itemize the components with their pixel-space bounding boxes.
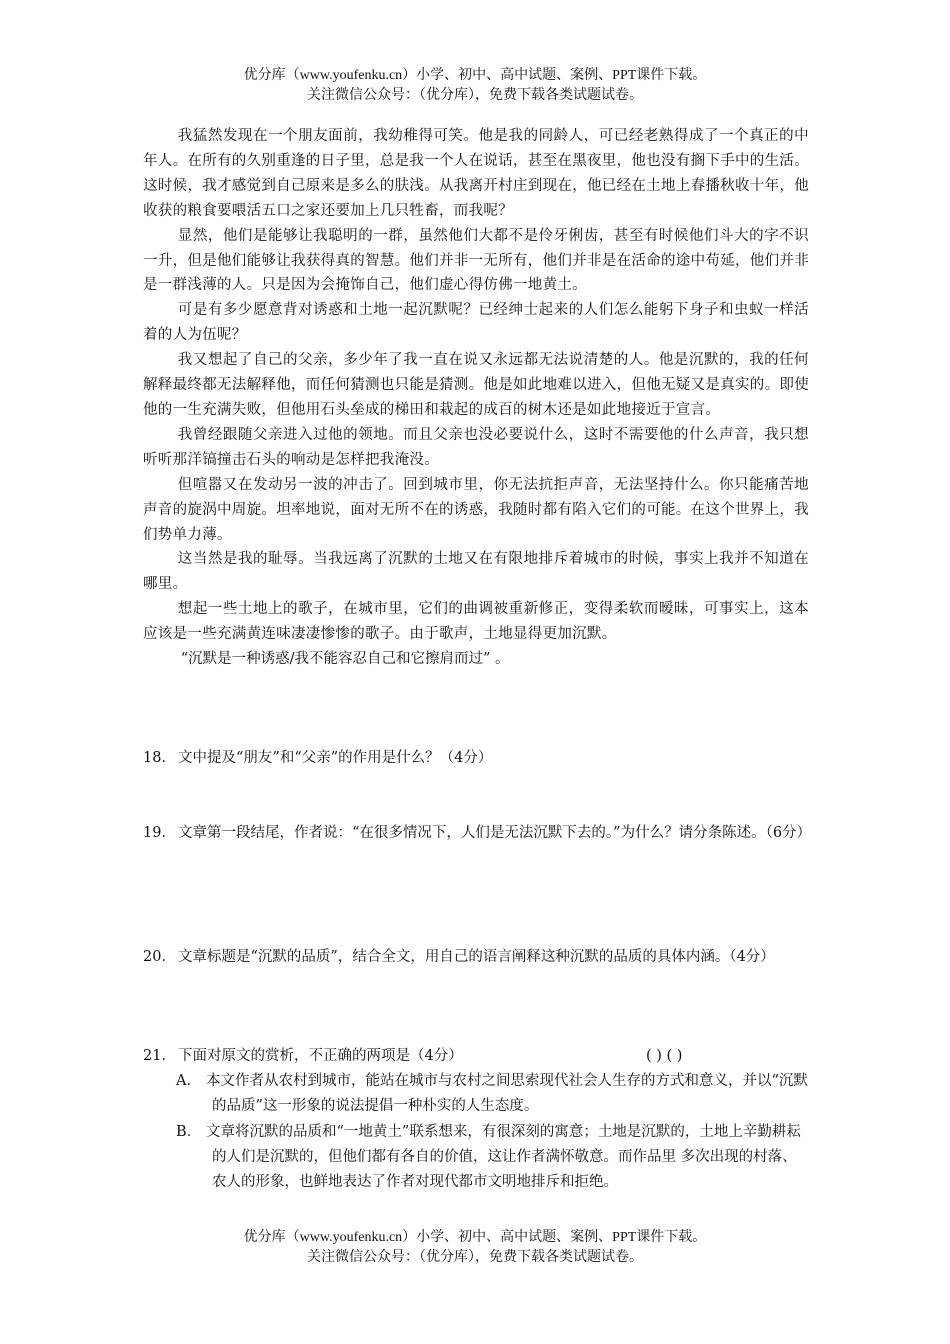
footer-line-1: 优分库（www.youfenku.cn）小学、初中、高中试题、案例、PPT课件下载。 bbox=[243, 1230, 707, 1245]
option-text: 文章将沉默的品质和“一地黄土”联系想来，有很深刻的寓意；土地是沉默的，土地上辛勤耕耘的人们是沉默的，但他们都有各自的价值，这让作者满怀敬意。而作品里 多次出现的村落、农人的形象，也鲜地表达了作者对现代都市文明地排斥和拒绝。 bbox=[206, 1124, 801, 1190]
passage-paragraph-4: 我又想起了自己的父亲，多少年了我一直在说又永远都无法说清楚的人。他是沉默的，我的任何解释最终都无法解释他，而任何猜测也只能是猜测。他是如此地难以进入，但他无疑又是真实的。即使他的一生充满失败，但他用石头垒成的梯田和栽起的成百的树木还是如此地接近于宣言。 bbox=[143, 352, 809, 418]
question-number: 21． bbox=[143, 1048, 176, 1064]
footer-line-2: 关注微信公众号：（优分库），免费下载各类试题试卷。 bbox=[307, 1250, 643, 1265]
option-text: 本文作者从农村到城市，能站在城市与农村之间思索现代社会人生存的方式和意义，并以“沉默的品质”这一形象的说法提倡一种朴实的人生态度。 bbox=[206, 1073, 808, 1114]
question-number: 19． bbox=[143, 825, 176, 841]
question-text: 文章标题是“沉默的品质”，结合全文，用自己的语言阐释这种沉默的品质的具体内涵。（4分） bbox=[178, 949, 775, 965]
question-number: 20． bbox=[143, 949, 176, 965]
passage-paragraph-8: 想起一些土地上的歌子，在城市里，它们的曲调被重新修正，变得柔软而暧昧，可事实上，这本应该是一些充满黄连味凄凄惨惨的歌子。由于歌声，土地显得更加沉默。 bbox=[143, 601, 809, 643]
header-line-1: 优分库（www.youfenku.cn）小学、初中、高中试题、案例、PPT课件下载。 bbox=[243, 68, 707, 83]
option-a bbox=[176, 1069, 810, 1119]
passage-paragraph-6: 但喧嚣又在发动另一波的冲击了。回到城市里，你无法抗拒声音，无法坚持什么。你只能痛苦地声音的旋涡中周旋。坦率地说，面对无所不在的诱惑，我随时都有陷入它们的可能。在这个世界上，我们势单力薄。 bbox=[143, 476, 809, 543]
question-text: 文中提及“朋友”和“父亲”的作用是什么？（4分） bbox=[178, 750, 493, 766]
poem-quote: “沉默是一种诱惑/我不能容忍自己和它擦肩而过” 。 bbox=[180, 651, 510, 668]
option-b bbox=[176, 1120, 810, 1195]
passage-paragraph-5: 我曾经跟随父亲进入过他的领地。而且父亲也没必要说什么，这时不需要他的什么声音，我只想听听那洋镐撞击石头的响动是怎样把我淹没。 bbox=[143, 426, 809, 468]
page-footer bbox=[0, 1228, 950, 1268]
passage-paragraph-7: 这当然是我的耻辱。当我远离了沉默的土地又在有限地排斥着城市的时候，事实上我并不知道在哪里。 bbox=[143, 551, 809, 593]
question-text: 下面对原文的赏析，不正确的两项是（4分） bbox=[178, 1048, 463, 1064]
answer-blanks[interactable]: ( ) ( ) bbox=[646, 1048, 683, 1064]
passage-paragraph-2: 显然，他们是能够让我聪明的一群，虽然他们大都不是伶牙俐齿，甚至有时候他们斗大的字不识一升，但是他们能够让我获得真的智慧。他们并非一无所有，他们并非是在活命的途中苟延，他们并非是一群浅薄的人。只是因为会掩饰自己，他们虚心得仿佛一地黄土。 bbox=[143, 227, 809, 294]
question-text: 文章第一段结尾，作者说：“在很多情况下，人们是无法沉默下去的。”为什么？请分条陈述。（6分） bbox=[178, 825, 812, 841]
passage-paragraph-1: 我猛然发现在一个朋友面前，我幼稚得可笑。他是我的同龄人，可已经老熟得成了一个真正的中年人。在所有的久别重逢的日子里，总是我一个人在说话，甚至在黑夜里，他也没有搁下手中的生活。这时候，我才感觉到自己原来是多么的肤浅。从我离开村庄到现在，他已经在土地上春播秋收十年，他收获的粮食要喂活五口之家还要加上几只牲畜，而我呢？ bbox=[143, 128, 809, 219]
question-20 bbox=[143, 945, 813, 970]
passage-paragraph-3: 可是有多少愿意背对诱惑和土地一起沉默呢？已经绅士起来的人们怎么能躬下身子和虫蚁一样活着的人为伍呢？ bbox=[143, 302, 809, 344]
header-line-2: 关注微信公众号：（优分库），免费下载各类试题试卷。 bbox=[307, 88, 643, 103]
option-letter: A． bbox=[176, 1073, 201, 1089]
question-number: 18． bbox=[143, 750, 176, 766]
question-19 bbox=[143, 821, 813, 846]
question-18 bbox=[143, 746, 813, 771]
reading-passage bbox=[143, 124, 809, 672]
question-21 bbox=[143, 1044, 813, 1069]
page-header bbox=[0, 66, 950, 106]
option-letter: B． bbox=[176, 1124, 202, 1140]
